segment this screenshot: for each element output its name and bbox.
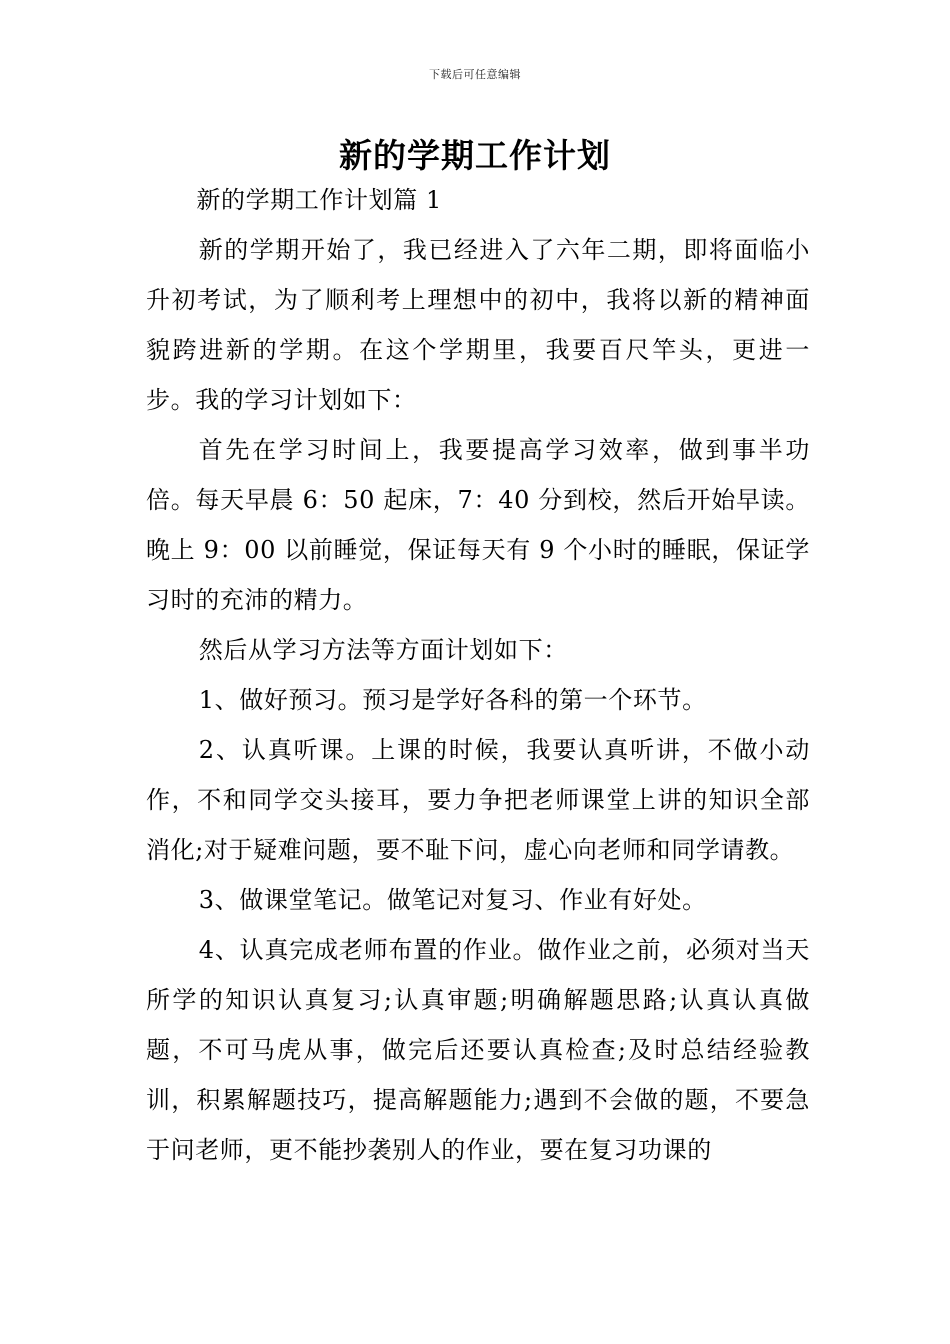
paragraph-item-3: 3、做课堂笔记。做笔记对复习、作业有好处。 — [198, 886, 707, 914]
paragraph-methods-intro: 然后从学习方法等方面计划如下： — [198, 636, 568, 664]
section-subtitle: 新的学期工作计划篇 1 — [196, 186, 442, 214]
document-body — [146, 175, 810, 1175]
paragraph-item-4: 4、认真完成老师布置的作业。做作业之前，必须对当天所学的知识认真复习;认真审题;明确解题思路;认真认真做题，不可马虎从事，做完后还要认真检查;及时总结经验教训，积累解题技巧，提高解题能力;遇到不会做的题，不要急于问老师，更不能抄袭别人的作业，要在复习功课的 — [146, 936, 810, 1164]
document-title: 新的学期工作计划 — [339, 136, 611, 175]
paragraph-schedule: 首先在学习时间上，我要提高学习效率，做到事半功倍。每天早晨 6：50 起床，7：40 分到校，然后开始早读。晚上 9：00 以前睡觉，保证每天有 9 个小时的睡眠，保证学习时的充沛的精力。 — [146, 436, 810, 614]
paragraph-intro: 新的学期开始了，我已经进入了六年二期，即将面临小升初考试，为了顺利考上理想中的初中，我将以新的精神面貌跨进新的学期。在这个学期里，我要百尺竿头，更进一步。我的学习计划如下： — [146, 236, 810, 414]
paragraph-item-1: 1、做好预习。预习是学好各科的第一个环节。 — [198, 686, 707, 714]
paragraph-item-2: 2、认真听课。上课的时候，我要认真听讲，不做小动作，不和同学交头接耳，要力争把老师课堂上讲的知识全部消化;对于疑难问题，要不耻下问，虚心向老师和同学请教。 — [146, 736, 810, 864]
header-note: 下载后可任意编辑 — [429, 68, 521, 81]
